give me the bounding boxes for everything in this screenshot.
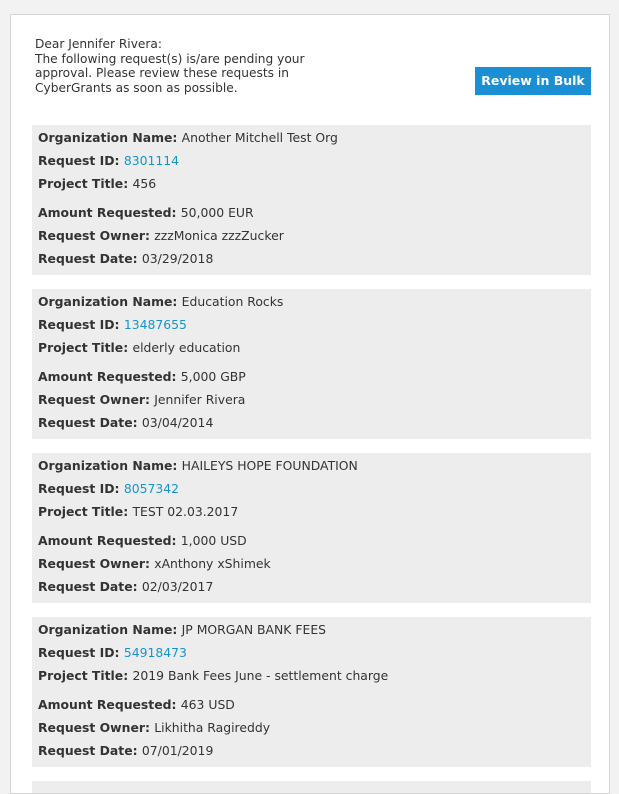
- request-card: [32, 617, 591, 767]
- amount-label: Amount Requested:: [38, 533, 181, 548]
- organization-label: Organization Name:: [38, 458, 182, 473]
- organization-label: Organization Name:: [38, 622, 182, 637]
- project-title-label: Project Title:: [38, 504, 133, 519]
- date-value: 02/03/2017: [141, 579, 214, 594]
- request-id-label: Request ID:: [38, 481, 124, 496]
- request-card-partial: [32, 781, 591, 794]
- request-id-link[interactable]: 54918473: [123, 645, 187, 660]
- request-id-row: [38, 644, 591, 667]
- amount-row: [38, 368, 591, 391]
- amount-row: [38, 204, 591, 227]
- organization-label: Organization Name:: [38, 130, 182, 145]
- organization-value: HAILEYS HOPE FOUNDATION: [181, 458, 358, 473]
- amount-row: [38, 532, 591, 555]
- project-title-label: Project Title:: [38, 176, 133, 191]
- owner-value: Jennifer Rivera: [154, 392, 246, 407]
- organization-value: Education Rocks: [181, 294, 284, 309]
- amount-label: Amount Requested:: [38, 205, 181, 220]
- request-id-row: [38, 480, 591, 503]
- message-line: approval. Please review these requests in: [35, 66, 289, 80]
- request-id-label: Request ID:: [38, 645, 124, 660]
- project-title-row: [38, 503, 591, 526]
- project-title-row: [38, 175, 591, 198]
- date-row: [38, 578, 591, 601]
- owner-label: Request Owner:: [38, 228, 155, 243]
- date-row: [38, 250, 591, 273]
- review-in-bulk-button[interactable]: Review in Bulk: [475, 67, 591, 95]
- organization-value: JP MORGAN BANK FEES: [181, 622, 327, 637]
- project-title-value: 2019 Bank Fees June - settlement charge: [132, 668, 389, 683]
- message-line: The following request(s) is/are pending your: [35, 51, 305, 66]
- request-id-link[interactable]: 8057342: [123, 481, 180, 496]
- owner-value: Likhitha Ragireddy: [154, 720, 271, 735]
- project-title-value: elderly education: [132, 340, 241, 355]
- amount-value: 5,000 GBP: [180, 369, 246, 384]
- date-row: [38, 742, 591, 765]
- owner-label: Request Owner:: [38, 720, 155, 735]
- owner-row: [38, 719, 591, 742]
- date-label: Request Date:: [38, 579, 142, 594]
- amount-label: Amount Requested:: [38, 697, 181, 712]
- amount-value: 463 USD: [180, 697, 235, 712]
- organization-row: [38, 621, 591, 644]
- organization-row: [38, 129, 591, 152]
- date-label: Request Date:: [38, 415, 142, 430]
- owner-row: [38, 555, 591, 578]
- greeting: Dear Jennifer Rivera:: [35, 37, 162, 51]
- organization-row: [38, 457, 591, 480]
- request-id-link[interactable]: 8301114: [123, 153, 180, 168]
- owner-value: xAnthony xShimek: [154, 556, 271, 571]
- amount-label: Amount Requested:: [38, 369, 181, 384]
- organization-value: Another Mitchell Test Org: [181, 130, 338, 145]
- organization-row: [38, 293, 591, 316]
- request-id-label: Request ID:: [38, 317, 124, 332]
- amount-row: [38, 696, 591, 719]
- message-line: CyberGrants as soon as possible.: [35, 80, 238, 95]
- project-title-row: [38, 339, 591, 362]
- request-card: [32, 289, 591, 439]
- project-title-label: Project Title:: [38, 340, 133, 355]
- email-body: [10, 14, 610, 794]
- request-card: [32, 453, 591, 603]
- owner-row: [38, 391, 591, 414]
- organization-label: Organization Name:: [38, 294, 182, 309]
- date-label: Request Date:: [38, 743, 142, 758]
- request-id-link[interactable]: 13487655: [123, 317, 187, 332]
- amount-value: 1,000 USD: [180, 533, 247, 548]
- owner-value: zzzMonica zzzZucker: [154, 228, 284, 243]
- date-row: [38, 414, 591, 437]
- request-list: [32, 125, 591, 794]
- amount-value: 50,000 EUR: [180, 205, 254, 220]
- request-id-row: [38, 152, 591, 175]
- intro-message: [35, 37, 335, 95]
- project-title-row: [38, 667, 591, 690]
- date-value: 03/04/2014: [141, 415, 214, 430]
- project-title-value: TEST 02.03.2017: [132, 504, 239, 519]
- request-id-row: [38, 316, 591, 339]
- date-value: 03/29/2018: [141, 251, 214, 266]
- project-title-value: 456: [132, 176, 157, 191]
- project-title-label: Project Title:: [38, 668, 133, 683]
- date-label: Request Date:: [38, 251, 142, 266]
- owner-label: Request Owner:: [38, 392, 155, 407]
- date-value: 07/01/2019: [141, 743, 214, 758]
- owner-label: Request Owner:: [38, 556, 155, 571]
- request-card: [32, 125, 591, 275]
- owner-row: [38, 227, 591, 250]
- request-id-label: Request ID:: [38, 153, 124, 168]
